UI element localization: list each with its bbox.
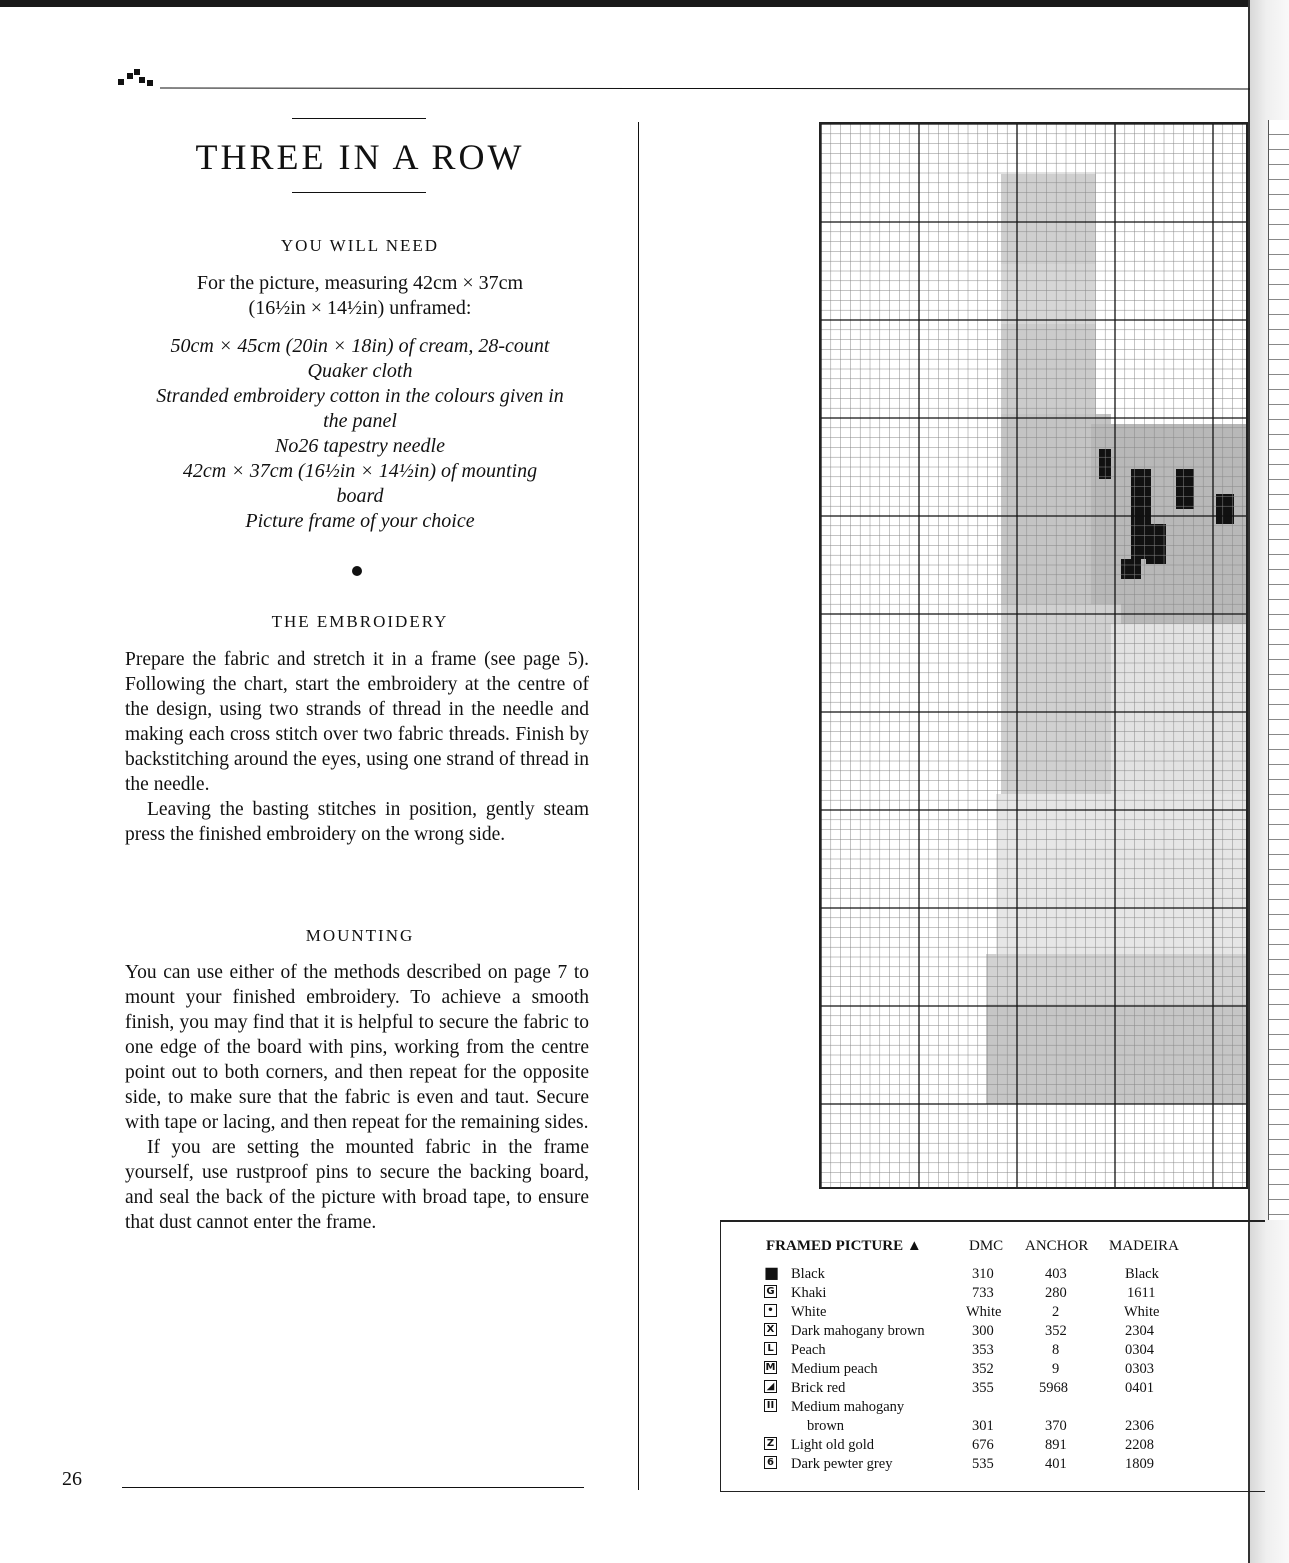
key-row (721, 1323, 1266, 1342)
cross-stitch-chart (819, 122, 1248, 1189)
key-dmc: 355 (972, 1380, 994, 1396)
page-top-edge (0, 0, 1289, 7)
key-dmc: 310 (972, 1266, 994, 1282)
key-madeira: 0303 (1125, 1361, 1154, 1377)
key-madeira: 2304 (1125, 1323, 1154, 1339)
key-thread-name: Medium mahogany (791, 1399, 905, 1415)
key-anchor: 370 (1045, 1418, 1067, 1434)
key-thread-name: Brick red (791, 1380, 846, 1396)
key-thread-name: Light old gold (791, 1437, 874, 1453)
key-col-madeira: MADEIRA (1109, 1238, 1179, 1254)
key-row (721, 1361, 1266, 1380)
key-madeira: 1611 (1127, 1285, 1156, 1301)
key-title: FRAMED PICTURE ▲ (766, 1238, 922, 1254)
key-col-anchor: ANCHOR (1025, 1238, 1089, 1254)
mounting-text (125, 960, 589, 1235)
khaki-symbol-icon: G (764, 1285, 777, 1298)
key-thread-name: White (791, 1304, 827, 1320)
key-thread-name: Dark mahogany brown (791, 1323, 925, 1339)
key-dmc: 353 (972, 1342, 994, 1358)
brick-red-symbol-icon: ◢ (764, 1380, 777, 1393)
key-dmc: White (966, 1304, 1002, 1320)
key-anchor: 2 (1052, 1304, 1060, 1320)
key-row (721, 1399, 1266, 1437)
white-symbol-icon: • (764, 1304, 777, 1317)
materials-item: the panel (323, 410, 397, 432)
key-row (721, 1456, 1266, 1475)
mounting-paragraph-2: If you are setting the mounted fabric in the frame yourself, use rustproof pins to secure the backing board, and seal the back of the picture with broad tape, to ensure that dust cannot enter the frame. (125, 1137, 589, 1233)
key-madeira: 0401 (1125, 1380, 1154, 1396)
key-thread-name: Khaki (791, 1285, 827, 1301)
key-anchor: 9 (1052, 1361, 1060, 1377)
materials-item: Picture frame of your choice (245, 510, 475, 532)
measure-line-1: For the picture, measuring 42cm × 37cm (196, 272, 524, 294)
page-number: 26 (62, 1468, 82, 1490)
key-row (721, 1437, 1266, 1456)
key-dmc: 676 (972, 1437, 994, 1453)
key-madeira: 0304 (1125, 1342, 1154, 1358)
key-thread-name: Dark pewter grey (791, 1456, 893, 1472)
materials-item: 50cm × 45cm (20in × 18in) of cream, 28-count (170, 335, 550, 357)
key-madeira: White (1124, 1304, 1160, 1320)
key-thread-name: Peach (791, 1342, 826, 1358)
medium-peach-symbol-icon: M (765, 1362, 776, 1373)
materials-item: 42cm × 37cm (16½in × 14½in) of mounting (182, 460, 538, 482)
header-rule (160, 88, 1250, 90)
title-rule-bottom (292, 192, 426, 193)
key-dmc: 535 (972, 1456, 994, 1472)
key-anchor: 8 (1052, 1342, 1060, 1358)
key-row (721, 1342, 1266, 1361)
key-madeira: 2208 (1125, 1437, 1154, 1453)
key-madeira: 2306 (1125, 1418, 1154, 1434)
mounting-heading: MOUNTING (305, 926, 415, 945)
chart-grid (821, 124, 1246, 1187)
materials-item: Stranded embroidery cotton in the colours given in (156, 385, 564, 407)
you-will-need-heading: YOU WILL NEED (280, 236, 440, 255)
title-rule-top (292, 118, 426, 119)
key-row (721, 1263, 1266, 1285)
materials-item: No26 tapestry needle (275, 435, 445, 457)
key-anchor: 403 (1045, 1266, 1067, 1282)
key-thread-name-cont: brown (807, 1418, 845, 1434)
key-thread-name: Medium peach (791, 1361, 878, 1377)
key-thread-name: Black (791, 1266, 825, 1282)
medium-mahogany-symbol-icon: II (764, 1399, 777, 1412)
key-dmc: 300 (972, 1323, 994, 1339)
footer-rule (122, 1487, 584, 1488)
embroidery-text (125, 647, 589, 847)
column-divider (638, 122, 639, 1490)
key-dmc: 352 (972, 1361, 994, 1377)
key-col-dmc: DMC (969, 1238, 1004, 1254)
ornament-icon (118, 69, 154, 89)
key-row (721, 1304, 1266, 1323)
materials-item: board (336, 485, 384, 507)
colour-key-panel (720, 1220, 1265, 1492)
page-title: THREE IN A ROW (195, 137, 525, 177)
key-row (721, 1285, 1266, 1304)
adjacent-page-edge (1268, 120, 1289, 1220)
key-anchor: 401 (1045, 1456, 1067, 1472)
light-old-gold-symbol-icon: Z (764, 1437, 777, 1450)
dark-mahogany-symbol-icon: X (764, 1323, 777, 1336)
peach-symbol-icon: L (764, 1342, 777, 1355)
key-anchor: 352 (1045, 1323, 1067, 1339)
embroidery-heading: THE EMBROIDERY (271, 612, 449, 631)
key-dmc: 301 (972, 1418, 994, 1434)
black-swatch-icon: ■ (764, 1263, 780, 1282)
key-madeira: 1809 (1125, 1456, 1154, 1472)
key-dmc: 733 (972, 1285, 994, 1301)
key-row (721, 1380, 1266, 1399)
section-bullet-icon (352, 566, 362, 576)
key-madeira: Black (1125, 1266, 1159, 1282)
key-anchor: 280 (1045, 1285, 1067, 1301)
mounting-paragraph-1: You can use either of the methods described on page 7 to mount your finished embroidery. To achieve a smooth finish, you may find that it is helpful to secure the fabric to one edge of the board with pins, working from the centre point out to both corners, and then repeat for the opposite side, to make sure that the fabric is even and taut. Secure with tape or lacing, and then repeat for the remaining sides. (125, 962, 589, 1133)
materials-list (120, 334, 600, 534)
measure-line-2: (16½in × 14½in) unframed: (248, 297, 472, 319)
key-anchor: 5968 (1039, 1380, 1068, 1396)
materials-item: Quaker cloth (307, 360, 413, 382)
embroidery-paragraph-2: Leaving the basting stitches in position, gently steam press the finished embroidery on the wrong side. (125, 799, 589, 845)
embroidery-paragraph-1: Prepare the fabric and stretch it in a frame (see page 5). Following the chart, start the embroidery at the centre of the design, using two strands of thread in the needle and making each cross stitch over two fabric threads. Finish by backstitching around the eyes, using one strand of thread in the needle. (125, 649, 589, 795)
key-anchor: 891 (1045, 1437, 1067, 1453)
dark-pewter-symbol-icon: 6 (764, 1456, 777, 1469)
